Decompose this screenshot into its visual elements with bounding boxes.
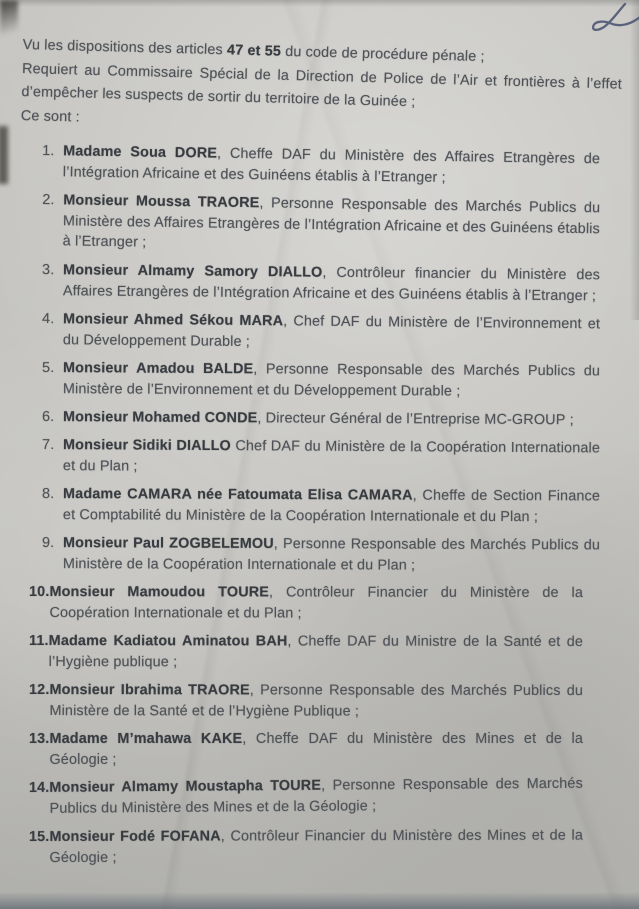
list-item [29, 773, 623, 819]
list-item [42, 141, 624, 191]
person-role: , Contrôleur financier du Ministère des Affaires Etrangères de l’Intégration Africaine et des Guinéens établis à l’Etranger ; [62, 264, 601, 304]
person-name: Monsieur Ibrahima TRAORE [49, 682, 250, 699]
person-name: Monsieur Moussa TRAORE [63, 192, 260, 212]
list-item [29, 825, 623, 868]
list-item [42, 484, 623, 528]
list-item [42, 309, 623, 356]
item-body [63, 260, 600, 306]
paper-bottom-edge-shadow [0, 892, 639, 909]
item-body [63, 435, 600, 479]
intro-line-ce-sont: Ce sont : [20, 107, 81, 126]
document-intro [21, 34, 623, 144]
item-number: 8. [42, 486, 55, 503]
item-number: 14. [28, 779, 50, 797]
item-body [49, 774, 583, 819]
person-name: Madame Kadiatou Aminatou BAH [48, 633, 288, 650]
item-body [63, 533, 600, 576]
item-body [63, 309, 600, 355]
item-body [63, 484, 600, 527]
item-number: 13. [29, 731, 50, 747]
person-role: Chef DAF du Ministère de la Coopération Internationale et du Plan ; [62, 438, 601, 475]
item-body [49, 582, 583, 624]
person-role: , Personne Responsable des Marchés Publics du Ministère des Affaires Etrangères de l’Intégration Africaine et des Guinéens établis à l’Etranger ; [62, 195, 601, 251]
item-body [63, 141, 601, 190]
item-number: 2. [42, 192, 55, 209]
item-number: 6. [41, 408, 55, 425]
person-name: Monsieur Fodé FOFANA [49, 828, 221, 845]
person-role: , Chef DAF du Ministère de l’Environnement et du Développement Durable ; [62, 312, 601, 349]
person-role: , Personne Responsable des Marchés Publics du Ministère de l’Environnement et du Développement Durable ; [62, 360, 601, 399]
person-name: Madame CAMARA née Fatoumata Elisa CAMARA [63, 486, 413, 504]
list-item [42, 533, 623, 577]
person-name: Monsieur Sidiki DIALLO [63, 437, 231, 455]
intro-line-articles-post: du code de procédure pénale ; [280, 43, 485, 66]
list-item [42, 190, 624, 260]
person-role: , Personne Responsable des Marchés Publics du Ministère de la Coopération Internationale et du Plan ; [62, 536, 601, 574]
item-number: 9. [42, 535, 55, 552]
item-number: 11. [29, 633, 49, 650]
item-number: 12. [29, 682, 50, 699]
intro-line-requisition: Requiert au Commissaire Spécial de la Direction de Police de l’Air et frontières à l’effet d’empêcher les suspects de sortir du territoire de la Guinée ; [21, 60, 623, 111]
person-name: Monsieur Almamy Samory DIALLO [63, 261, 323, 281]
list-item [42, 260, 623, 307]
intro-line-articles-pre: Vu les dispositions des articles [22, 36, 228, 59]
item-number: 5. [42, 359, 55, 376]
person-role: , Directeur Général de l’Entreprise MC-GROUP ; [257, 409, 574, 428]
item-number: 3. [42, 261, 55, 278]
person-name: Monsieur Almamy Moustapha TOURE [49, 777, 322, 796]
item-body [63, 407, 600, 431]
person-role: , Personne Responsable des Marchés Publics du Ministère de la Santé et de l’Hygiène Publique ; [49, 682, 584, 720]
item-number: 10. [29, 584, 50, 601]
list-item [42, 407, 623, 431]
list-item [29, 680, 623, 722]
list-item [29, 729, 623, 770]
item-body [63, 190, 601, 259]
item-number: 4. [42, 310, 55, 327]
list-item [42, 358, 623, 403]
list-item [42, 435, 623, 480]
person-name: Monsieur Paul ZOGBELEMOU [63, 535, 274, 553]
suspects-list [23, 141, 623, 868]
item-number: 1. [42, 143, 55, 160]
item-body [49, 680, 583, 722]
person-name: Monsieur Mohamed CONDE [62, 408, 258, 426]
item-body [49, 631, 583, 673]
item-body [49, 826, 583, 868]
intro-articles-numbers: 47 et 55 [226, 42, 282, 60]
person-name: Monsieur Mamoudou TOURE [49, 584, 270, 601]
person-role: , Personne Responsable des Marchés Publics du Ministère des Mines et de la Géologie ; [49, 775, 583, 817]
item-number: 15. [28, 828, 50, 845]
person-role: , Contrôleur Financier du Ministère des Mines et de la Géologie ; [49, 827, 583, 866]
person-role: , Cheffe DAF du Ministre de la Santé et de l’Hygiène publique ; [48, 633, 584, 670]
person-role: , Contrôleur Financier du Ministère de la Coopération Internationale et du Plan ; [49, 584, 584, 621]
person-role: , Cheffe DAF du Ministère des Mines et de la Géologie ; [49, 731, 583, 768]
person-name: Madame M’mahawa KAKE [49, 731, 243, 747]
item-body [63, 358, 600, 402]
list-item [29, 582, 623, 624]
person-name: Monsieur Amadou BALDE [63, 359, 254, 377]
list-item [29, 631, 623, 673]
person-role: , Cheffe de Section Finance et Comptabilité du Ministère de la Coopération Internationale et du Plan ; [62, 487, 601, 525]
person-role: , Cheffe DAF du Ministère des Affaires Etrangères de l’Intégration Africaine et des Guinéens établis à l’Etranger ; [62, 145, 601, 186]
item-body [49, 729, 583, 770]
person-name: Madame Soua DORE [63, 143, 218, 162]
item-number: 7. [42, 437, 55, 454]
person-name: Monsieur Ahmed Sékou MARA [63, 310, 284, 329]
